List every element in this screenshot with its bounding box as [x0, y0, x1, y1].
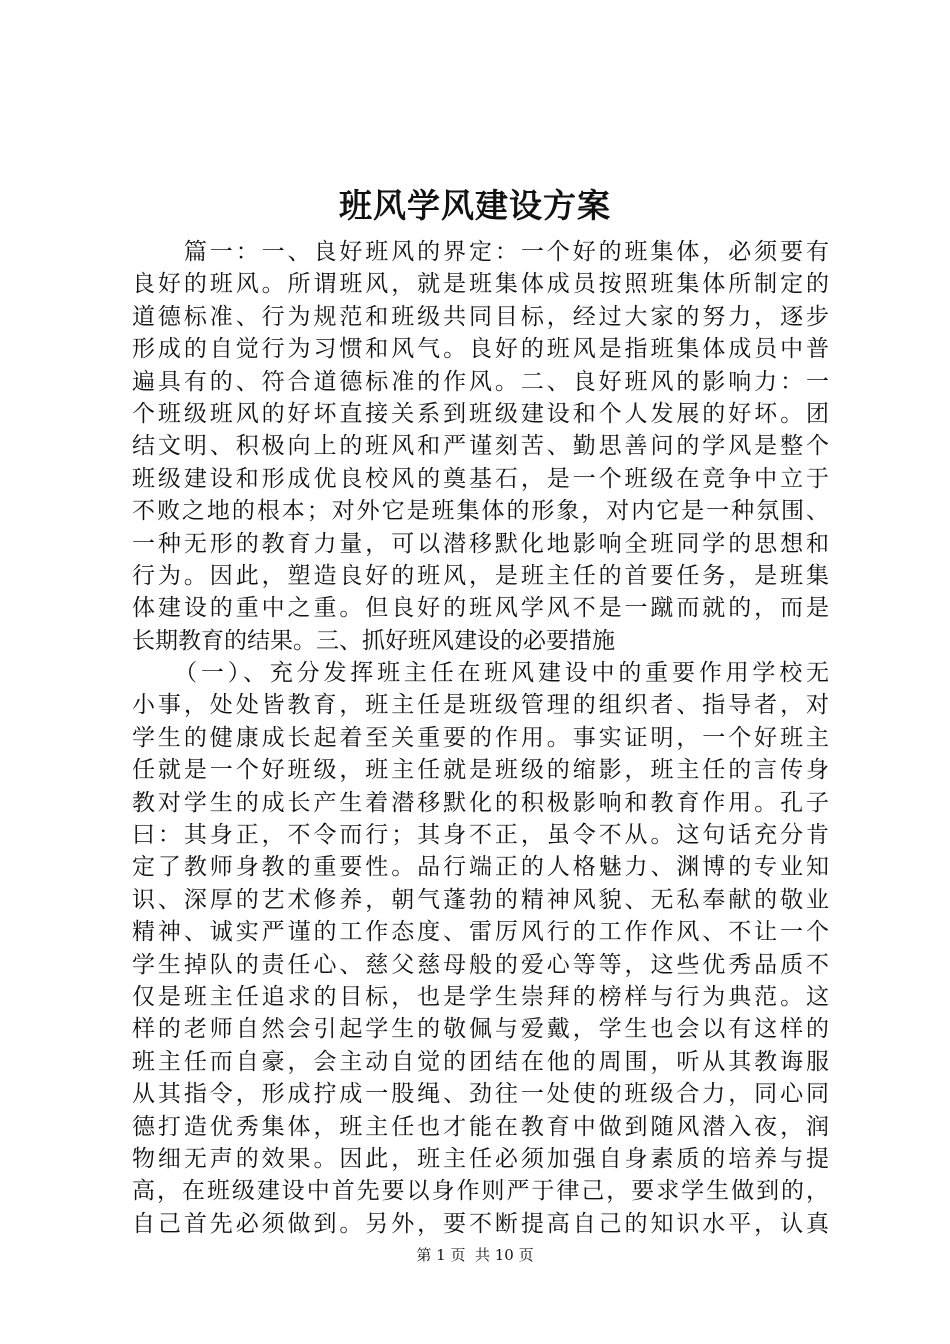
text-line: 物细无声的效果。因此，班主任必须加强自身素质的培养与提	[132, 1145, 829, 1172]
text-line: 自己首先必须做到。另外，要不断提高自己的知识水平，认真	[132, 1210, 829, 1237]
text-line: 定了教师身教的重要性。品行端正的人格魅力、渊博的专业知	[132, 854, 829, 881]
text-line: 道德标准、行为规范和班级共同目标，经过大家的努力，逐步	[132, 303, 829, 330]
text-line: 遍具有的、符合道德标准的作风。二、良好班风的影响力：一	[132, 368, 829, 395]
text-line: 任就是一个好班级，班主任就是班级的缩影，班主任的言传身	[132, 757, 829, 784]
text-line: 一种无形的教育力量，可以潜移默化地影响全班同学的思想和	[132, 530, 829, 557]
text-line: 仅是班主任追求的目标，也是学生崇拜的榜样与行为典范。这	[132, 983, 829, 1010]
text-line: 结文明、积极向上的班风和严谨刻苦、勤思善问的学风是整个	[132, 433, 829, 460]
text-line: 学生的健康成长起着至关重要的作用。事实证明，一个好班主	[132, 724, 829, 751]
text-line: 不败之地的根本；对外它是班集体的形象，对内它是一种氛围、	[132, 498, 829, 525]
text-line: 教对学生的成长产生着潜移默化的积极影响和教育作用。孔子	[132, 789, 829, 816]
text-line: 学生掉队的责任心、慈父慈母般的爱心等等，这些优秀品质不	[132, 951, 829, 978]
text-line: 个班级班风的好坏直接关系到班级建设和个人发展的好坏。团	[132, 400, 829, 427]
text-line: 班级建设和形成优良校风的奠基石，是一个班级在竞争中立于	[132, 465, 829, 492]
text-line: （一）、充分发挥班主任在班风建设中的重要作用学校无	[132, 660, 829, 687]
text-line: 德打造优秀集体，班主任也才能在教育中做到随风潜入夜，润	[132, 1113, 829, 1140]
text-line: 精神、诚实严谨的工作态度、雷厉风行的工作作风、不让一个	[132, 919, 829, 946]
page-number-label: 第 1 页 共 10 页	[416, 1246, 534, 1264]
text-line: 形成的自觉行为习惯和风气。良好的班风是指班集体成员中普	[132, 336, 829, 363]
page-footer	[0, 1245, 950, 1265]
text-line: 样的老师自然会引起学生的敬佩与爱戴，学生也会以有这样的	[132, 1016, 829, 1043]
text-line: 良好的班风。所谓班风，就是班集体成员按照班集体所制定的	[132, 271, 829, 298]
document-title: 班风学风建设方案	[339, 186, 611, 225]
text-line: 曰：其身正，不令而行；其身不正，虽令不从。这句话充分肯	[132, 822, 829, 849]
text-line: 班主任而自豪，会主动自觉的团结在他的周围，听从其教诲服	[132, 1048, 829, 1075]
text-line: 识、深厚的艺术修养，朝气蓬勃的精神风貌、无私奉献的敬业	[132, 886, 829, 913]
text-line: 高，在班级建设中首先要以身作则严于律己，要求学生做到的，	[132, 1178, 829, 1205]
text-line: 行为。因此，塑造良好的班风，是班主任的首要任务，是班集	[132, 562, 829, 589]
document-body	[132, 236, 829, 1240]
text-line: 小事，处处皆教育，班主任是班级管理的组织者、指导者，对	[132, 692, 829, 719]
text-line: 从其指令，形成拧成一股绳、劲往一处使的班级合力，同心同	[132, 1081, 829, 1108]
text-line: 长期教育的结果。三、抓好班风建设的必要措施	[132, 627, 615, 654]
text-line: 体建设的重中之重。但良好的班风学风不是一蹴而就的，而是	[132, 595, 829, 622]
text-line: 篇一：一、良好班风的界定：一个好的班集体，必须要有	[132, 239, 829, 265]
